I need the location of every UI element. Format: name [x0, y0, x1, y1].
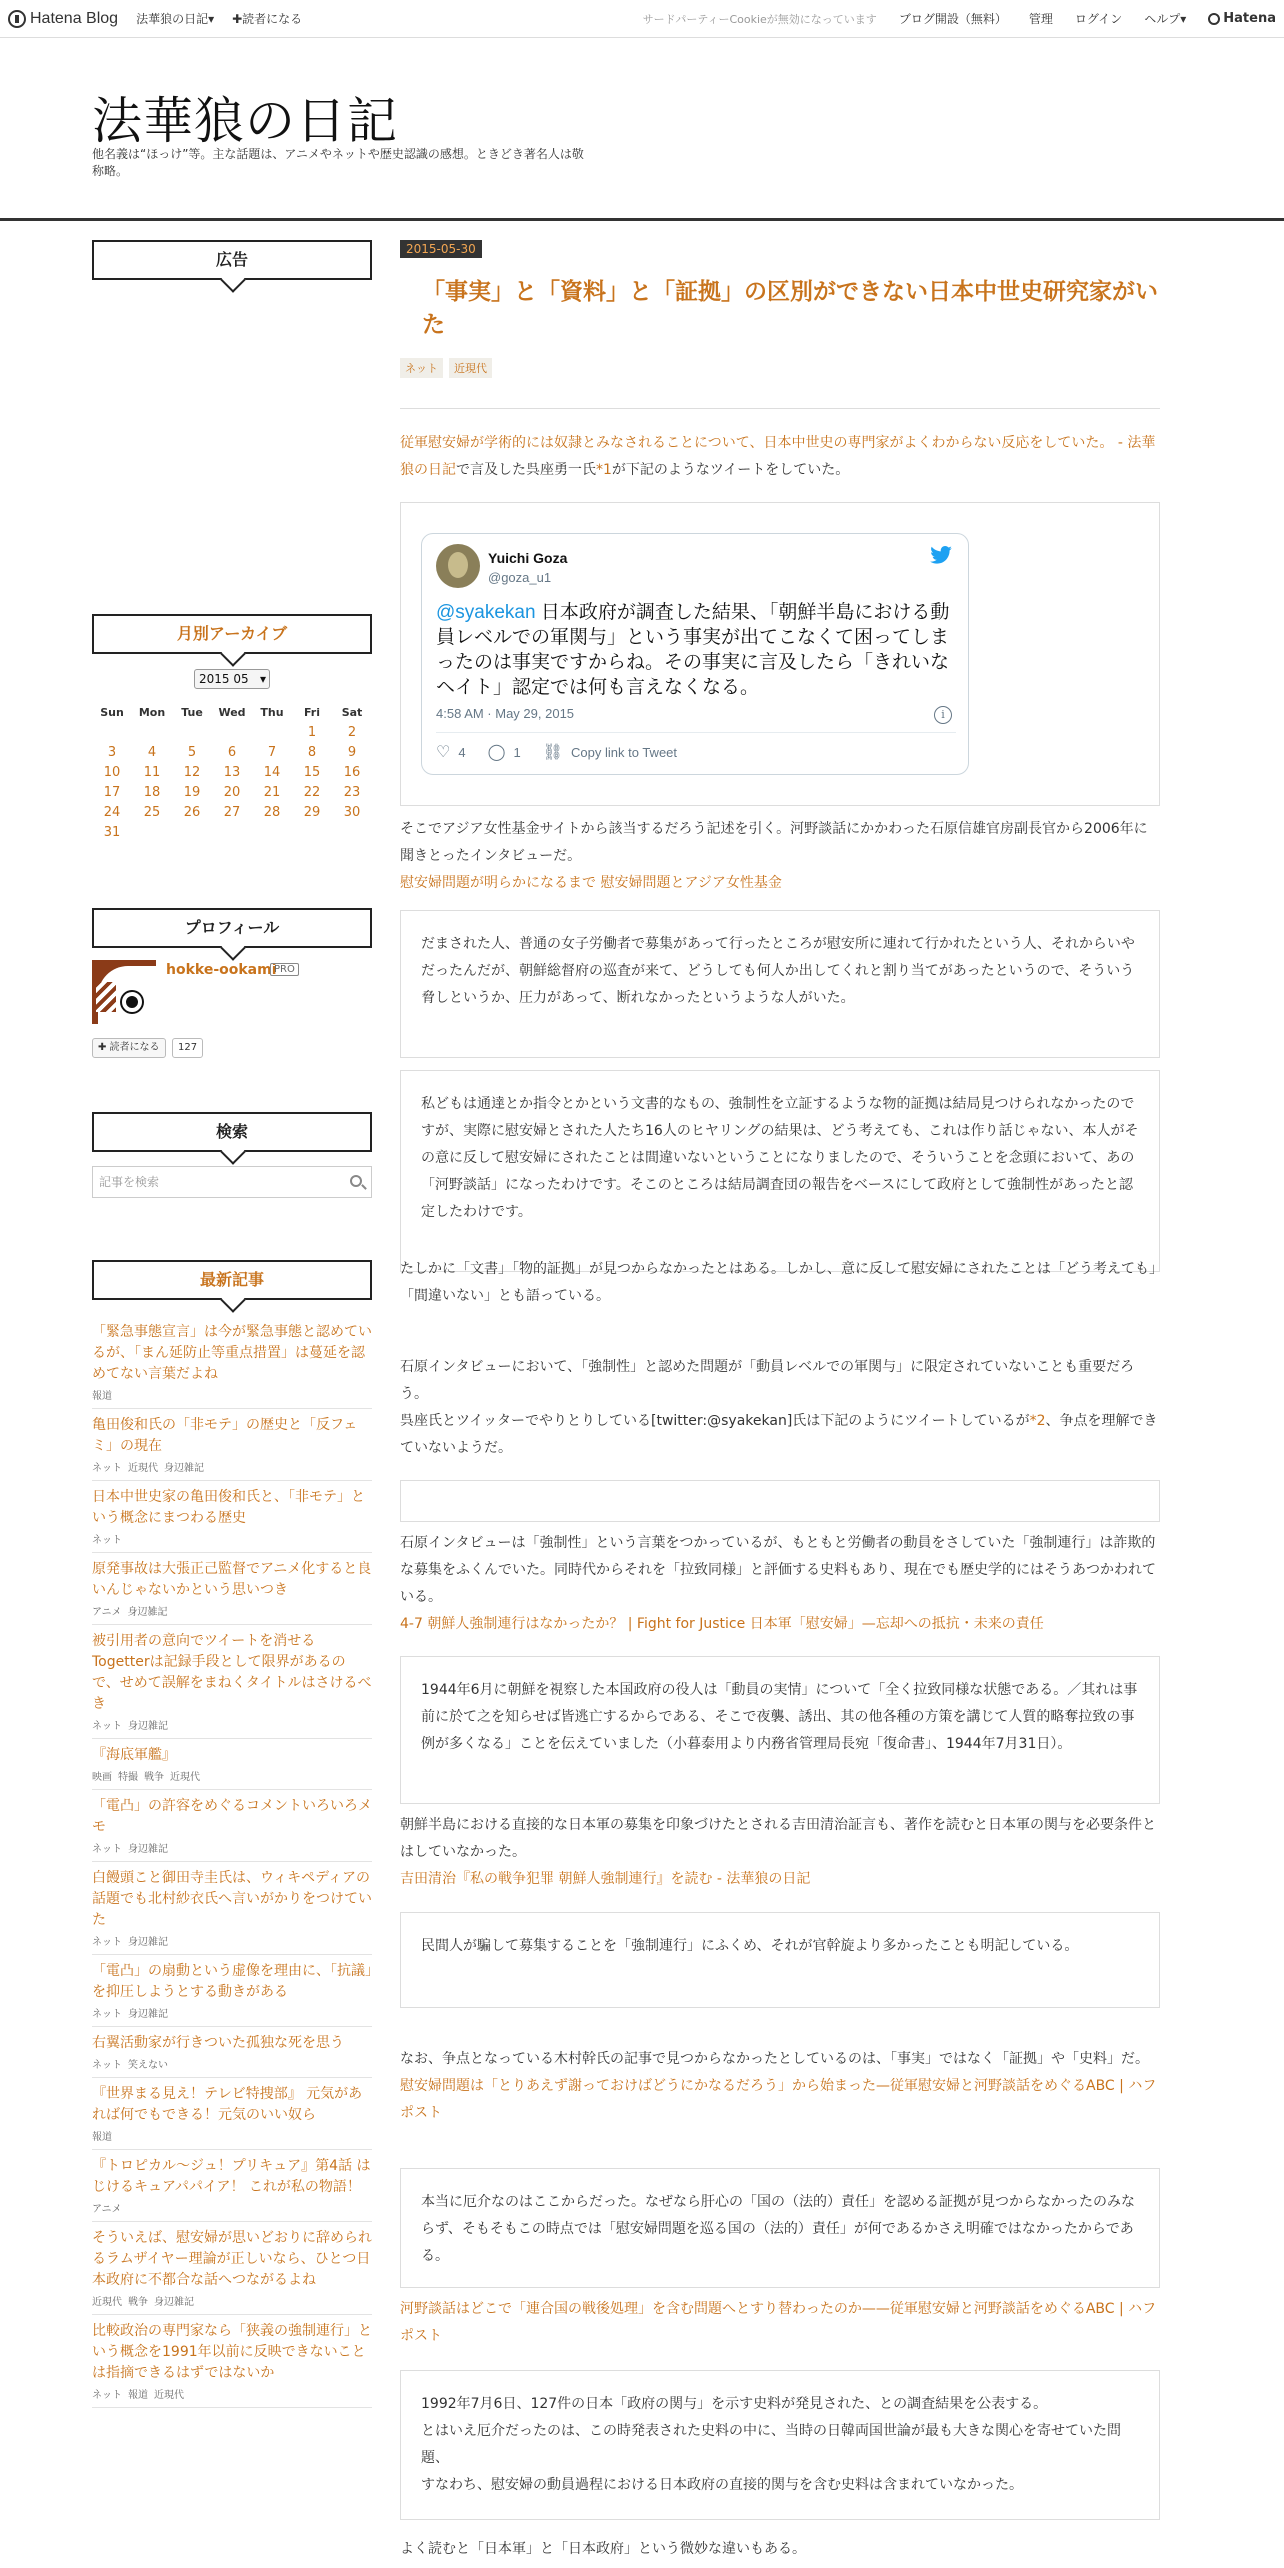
recent-item-title[interactable]: 『世界まる見え！テレビ特捜部』 元気があれば何でもできる！元気のいい奴ら: [92, 2086, 363, 2123]
calendar-day[interactable]: 4: [147, 744, 157, 760]
recent-item-tag[interactable]: ネット: [92, 2009, 122, 2020]
recent-item-tag[interactable]: 身辺雑記: [128, 1937, 168, 1948]
calendar-day[interactable]: 16: [343, 764, 361, 780]
search-module: [92, 1112, 372, 1189]
recent-item-title[interactable]: 『トロピカル～ジュ！プリキュア』第4話 はじけるキュアパパイア！ これが私の物語！: [92, 2158, 371, 2195]
cookie-notice[interactable]: サードパーティーCookieが無効になっています: [642, 12, 877, 26]
recent-item: [92, 2222, 372, 2315]
hatena-blog-logo[interactable]: Hatena Blog: [8, 10, 118, 28]
calendar-weekday: Fri: [303, 705, 320, 719]
calendar-day: [132, 722, 172, 742]
calendar-day: [212, 722, 252, 742]
hatena-logo-icon: [8, 10, 26, 28]
tweet-author-name[interactable]: Yuichi Goza: [488, 550, 568, 566]
calendar-day: [172, 822, 212, 842]
calendar-day[interactable]: 25: [143, 804, 161, 820]
calendar-day: [212, 822, 252, 842]
ad-title: 広告: [92, 240, 372, 280]
calendar-weekday: Sat: [341, 705, 363, 719]
link-huffpost-1[interactable]: 慰安婦問題は「とりあえず謝っておけばどうにかなるだろう」から始まった—従軍慰安婦と河野談話をめぐるABC | ハフポスト: [400, 2078, 1157, 2121]
hatena-link[interactable]: Hatena: [1208, 11, 1276, 26]
entry-date[interactable]: 2015-05-30: [400, 240, 482, 258]
blog-title[interactable]: 法華狼の日記: [92, 92, 398, 150]
paragraph-2: そこでアジア女性基金サイトから該当するだろう記述を引く。河野談話にかかわった石原信雄官房副長官から2006年に聞きとったインタビューだ。 慰安婦問題が明らかになるまで 慰安婦問題とアジア女性基金: [400, 821, 1148, 891]
blockquote-3: 1944年6月に朝鮮を視察した本国政府の役人は「動員の実情」について「全く拉致同様な状態である。／其れは事前に於て之を知らせば皆逃亡するからである、そこで夜襲、誘出、其の他各種の方策を講じて人質的略奪拉致の事例が多くなる」ことを伝えていました（小暮泰用より内務省管理局長宛「復命書」、1944年7月31日）。: [400, 1656, 1160, 1804]
recent-item-tags: [92, 1840, 372, 1855]
recent-item: [92, 2315, 372, 2408]
recent-item-tag[interactable]: ネット: [92, 1937, 122, 1948]
recent-item-title[interactable]: 「緊急事態宣言」は今が緊急事態と認めているが、「まん延防止等重点措置」は蔓延を認めてない言葉だよね: [92, 1324, 372, 1382]
help-menu[interactable]: ヘルプ▾: [1144, 12, 1187, 26]
recent-item-tags: [92, 2128, 372, 2143]
recent-item-tag[interactable]: ネット: [92, 1844, 122, 1855]
recent-item-tag[interactable]: ネット: [92, 1721, 122, 1732]
recent-item-title[interactable]: 「電凸」の許容をめぐるコメントいろいろメモ: [92, 1798, 372, 1835]
profile-reader-button[interactable]: ✚ 読者になる: [92, 1038, 166, 1058]
recent-item-title[interactable]: 「電凸」の扇動という虚像を理由に、「抗議」を抑圧しようとする動きがある: [92, 1963, 372, 2000]
recent-item: [92, 1790, 372, 1862]
tweet-timestamp[interactable]: 4:58 AM · May 29, 2015: [436, 706, 575, 721]
calendar-day[interactable]: 14: [263, 764, 281, 780]
tweet-card[interactable]: [421, 533, 969, 775]
recent-item: [92, 1409, 372, 1481]
entry-category[interactable]: 近現代: [449, 358, 492, 378]
login-link[interactable]: ログイン: [1074, 12, 1123, 26]
recent-item-title[interactable]: そういえば、慰安婦が思いどおりに辞められるラムザイヤー理論が正しいなら、ひとつ日本政府に不都合な話へつながるよね: [92, 2230, 372, 2288]
recent-item-tags: [92, 1387, 372, 1402]
recent-item: [92, 1316, 372, 1409]
paragraph-4: 石原インタビューにおいて、「強制性」と認めた問題が「動員レベルでの軍関与」に限定されていないことも重要だろう。 呉座氏とツイッターでやりとりしている[twitter:@syakekan]氏は下記のようにツイートしているが*2、争点を理解できていないようだ。: [400, 1359, 1158, 1456]
paragraph-1: 従軍慰安婦が学術的には奴隷とみなされることについて、日本中世史の専門家がよくわからない反応をしていた。 - 法華狼の日記で言及した呉座勇一氏*1が下記のようなツイートをしていた。: [400, 435, 1156, 478]
reader-count[interactable]: 127: [172, 1038, 203, 1058]
entry-title[interactable]: 「事実」と「資料」と「証拠」の区別ができない日本中世史研究家がいた: [422, 279, 1158, 338]
recent-item-tag[interactable]: 戦争: [128, 2297, 148, 2308]
recent-item-tag[interactable]: 身辺雑記: [128, 1844, 168, 1855]
top-reader-button[interactable]: ✚読者になる: [232, 12, 303, 26]
recent-item: [92, 2150, 372, 2222]
calendar-day[interactable]: 10: [103, 764, 121, 780]
recent-item-title[interactable]: 比較政治の専門家なら「狭義の強制連行」という概念を1991年以前に反映できないことは指摘できるはずではないか: [92, 2323, 372, 2381]
blockquote-5: 本当に厄介なのはここからだった。なぜなら肝心の「国の（法的）責任」を認める証拠が見つからなかったのみならず、そもそもこの時点では「慰安婦問題を巡る国の（法的）責任」が何であるかさえ明確ではなかったからである。: [400, 2168, 1160, 2288]
recent-item-tags: [92, 1717, 372, 1732]
recent-list: [92, 1316, 372, 2408]
recent-item-tag[interactable]: 報道: [92, 2132, 112, 2143]
blockquote-1: だまされた人、普通の女子労働者で募集があって行ったところが慰安所に連れて行かれたという人、それからいやだったんだが、朝鮮総督府の巡査が来て、どうしても何人か出してくれと割り当てがあったというので、そういう脅しというか、圧力があって、断れなかったというような人がいた。: [400, 910, 1160, 1058]
recent-item-tags: [92, 1933, 372, 1948]
twitter-bird-icon[interactable]: [930, 546, 952, 564]
calendar-day: [252, 822, 292, 842]
paragraph-6: 石原インタビューは「強制性」という言葉をつかっているが、もともと労働者の動員をさしていた「強制連行」は詐欺的な募集をふくんでいた。同時代からそれを「拉致同様」と評価する史料もあり、現在でも歴史学的にはそうあつかわれている。 4-7 朝鮮人強制連行はなかったか？ | Fight for Justice 日本軍「慰安婦」—忘却への抵抗・未来の責任: [400, 1535, 1156, 1632]
calendar-day[interactable]: 19: [183, 784, 201, 800]
link-previous-entry[interactable]: 従軍慰安婦が学術的には奴隷とみなされることについて、日本中世史の専門家がよくわからない反応をしていた。 - 法華狼の日記: [400, 435, 1156, 478]
blog-header: [0, 39, 1284, 221]
link-icon: ⛓: [542, 744, 564, 761]
calendar-day[interactable]: 7: [267, 744, 277, 760]
recent-item: [92, 1553, 372, 1625]
recent-item-title[interactable]: 亀田俊和氏の「非モテ」の歴史と「反フェミ」の現在: [92, 1417, 358, 1454]
entry-categories: [400, 358, 498, 378]
admin-link[interactable]: 管理: [1028, 12, 1053, 26]
recent-item-tag[interactable]: 身辺雑記: [164, 1463, 204, 1474]
calendar-day: [92, 722, 132, 742]
open-blog-link[interactable]: ブログ開設（無料）: [898, 12, 1007, 26]
recent-item: [92, 2078, 372, 2150]
recent-item-tag[interactable]: 報道: [92, 1391, 112, 1402]
archive-title[interactable]: 月別アーカイブ: [92, 614, 372, 654]
calendar-day[interactable]: 30: [343, 804, 361, 820]
calendar-day[interactable]: 31: [103, 824, 121, 840]
recent-item: [92, 1955, 372, 2027]
calendar-day: [332, 822, 372, 842]
recent-item-tag[interactable]: 報道: [128, 2390, 148, 2401]
blockquote-2: 私どもは通達とか指令とかという文書的なもの、強制性を立証するような物的証拠は結局見つけられなかったのですが、実際に慰安婦とされた人たち16人のヒヤリングの結果は、どう考えても、これは作り話じゃない、本人がその意に反して慰安婦にされたことは間違いないということになりましたので、そういうことを念頭において、あの「河野談話」になったわけです。そこのところは結局調査団の報告をベースにして政府として強制性があったと認定したわけです。: [400, 1070, 1160, 1272]
calendar-day[interactable]: 21: [263, 784, 281, 800]
recent-item-tag[interactable]: ネット: [92, 2390, 122, 2401]
calendar-day: [132, 822, 172, 842]
tweet-divider: [436, 732, 956, 733]
recent-item-title[interactable]: 被引用者の意向でツイートを消せるTogetterは記録手段として限界があるので、せめて誤解をまねくタイトルはさけるべき: [92, 1633, 372, 1712]
link-yoshida[interactable]: 吉田清治『私の戦争犯罪 朝鮮人強制連行』を読む - 法華狼の日記: [400, 1871, 811, 1887]
recent-item-tag[interactable]: ネット: [92, 2060, 122, 2071]
recent-item-tag[interactable]: 近現代: [92, 2297, 122, 2308]
calendar-day[interactable]: 23: [343, 784, 361, 800]
tweet-mention[interactable]: @syakekan: [436, 602, 536, 623]
recent-item-tags: [92, 2293, 372, 2308]
footnote-2[interactable]: *2: [1029, 1413, 1046, 1429]
recent-item-title[interactable]: 『海底軍艦』: [92, 1747, 176, 1763]
recent-item-tag[interactable]: 身辺雑記: [154, 2297, 194, 2308]
ad-module: [92, 240, 372, 280]
calendar-day[interactable]: 1: [307, 724, 317, 740]
tweet-copy-link-button[interactable]: ⛓ Copy link to Tweet: [542, 744, 678, 761]
footnote-1[interactable]: *1: [596, 462, 612, 478]
paragraph-9: [400, 2296, 1160, 2350]
calendar-day[interactable]: 6: [227, 744, 237, 760]
reply-icon: ◯: [487, 744, 506, 761]
recent-item-title[interactable]: 右翼活動家が行きついた孤独な死を思う: [92, 2035, 344, 2051]
calendar-day[interactable]: 27: [223, 804, 241, 820]
blockquote-6: 1992年7月6日、127件の日本「政府の関与」を示す史料が発見された、との調査結果を公表する。 とはいえ厄介だったのは、この時発表された史料の中に、当時の日韓両国世論が最も大きな関心を寄せていた問題、 すなわち、慰安婦の動員過程における日本政府の直接的関与を含む史料は含まれていなかった。: [400, 2370, 1160, 2520]
recent-item-tag[interactable]: 特撮: [118, 1772, 138, 1783]
recent-item-tags: [92, 2386, 372, 2401]
empty-embed-box: [400, 1480, 1160, 1522]
profile-name-link[interactable]: hokke-ookami: [166, 962, 277, 978]
tweet-author-handle[interactable]: @goza_u1: [488, 570, 552, 585]
recent-item-tags: [92, 2200, 372, 2215]
calendar-day[interactable]: 28: [263, 804, 281, 820]
avatar-teeth: [96, 982, 116, 1012]
pro-badge[interactable]: PRO: [270, 963, 299, 976]
entry-category[interactable]: ネット: [400, 358, 443, 378]
profile-avatar[interactable]: [92, 960, 156, 1024]
recent-item-tag[interactable]: 近現代: [154, 2390, 184, 2401]
tweet-like-button[interactable]: ♡ 4: [436, 744, 466, 761]
search-title: 検索: [92, 1112, 372, 1152]
calendar-day: [172, 722, 212, 742]
calendar-day[interactable]: 29: [303, 804, 321, 820]
calendar-day[interactable]: 22: [303, 784, 321, 800]
title-divider: [400, 408, 1160, 409]
calendar-day[interactable]: 15: [303, 764, 321, 780]
tweet-actions: [436, 742, 699, 762]
recent-item-tags: [92, 1459, 372, 1474]
tweet-avatar[interactable]: [436, 544, 480, 588]
calendar-day[interactable]: 5: [187, 744, 197, 760]
recent-item-tag[interactable]: 身辺雑記: [127, 1607, 168, 1618]
recent-item: [92, 2027, 372, 2078]
recent-item-tag[interactable]: 近現代: [170, 1772, 200, 1783]
recent-item-tag[interactable]: 近現代: [128, 1463, 158, 1474]
recent-item-tag[interactable]: 戦争: [144, 1772, 164, 1783]
tweet-reply-button[interactable]: ◯ 1: [487, 744, 521, 761]
profile-title: プロフィール: [92, 908, 372, 948]
tweet-info-icon[interactable]: i: [934, 706, 952, 724]
paragraph-7: 朝鮮半島における直接的な日本軍の募集を印象づけたとされる吉田清治証言も、著作を読むと日本軍の関与を必要条件とはしていなかった。 吉田清治『私の戦争犯罪 朝鮮人強制連行』を読む - 法華狼の日記: [400, 1817, 1156, 1887]
blockquote-4: 民間人が騙して募集することを「強制連行」にふくめ、それが官幹旋より多かったことも明記している。: [400, 1912, 1160, 2008]
recent-item-tag[interactable]: 笑えない: [128, 2060, 168, 2071]
recent-item-tags: [92, 1531, 372, 1546]
search-icon[interactable]: [350, 1175, 362, 1187]
search-input[interactable]: 記事を検索: [92, 1166, 372, 1198]
hatena-topbar: [0, 0, 1284, 38]
calendar-day[interactable]: 17: [103, 784, 121, 800]
calendar-day[interactable]: 24: [103, 804, 121, 820]
calendar-day: [292, 822, 332, 842]
recent-item-title[interactable]: 原発事故は大張正己監督でアニメ化すると良いんじゃないかという思いつき: [92, 1561, 372, 1598]
profile-module: [92, 908, 372, 1053]
paragraph-10: よく読むと「日本軍」と「日本政府」という微妙な違いもある。: [400, 2541, 806, 2557]
calendar-weekday: Tue: [181, 705, 203, 719]
recent-item-tag[interactable]: 映画: [92, 1772, 112, 1783]
archive-module: [92, 614, 372, 840]
calendar-weekday: Thu: [260, 705, 284, 719]
recent-item: [92, 1625, 372, 1739]
blog-description: 他名義は“ほっけ”等。主な話題は、アニメやネットや歴史認識の感想。ときどき著名人は敬称略。: [92, 147, 584, 178]
calendar-day[interactable]: 18: [143, 784, 161, 800]
recent-item-tag[interactable]: アニメ: [92, 1607, 122, 1618]
recent-item-tags: [92, 2005, 372, 2020]
recent-item: [92, 1862, 372, 1955]
calendar-day: [252, 722, 292, 742]
archive-month-select[interactable]: 2015 05 ▾: [194, 669, 270, 689]
calendar-day[interactable]: 13: [223, 764, 241, 780]
recent-item-title[interactable]: 白饅頭こと御田寺圭氏は、ウィキペディアの話題でも北村紗衣氏へ言いがかりをつけていた: [92, 1870, 372, 1928]
recent-item-tag[interactable]: 身辺雑記: [128, 1721, 168, 1732]
recent-item: [92, 1739, 372, 1790]
recent-item-tag[interactable]: ネット: [92, 1463, 122, 1474]
recent-item-tag[interactable]: アニメ: [92, 2204, 122, 2215]
heart-icon: ♡: [436, 744, 451, 761]
recent-item-tags: [92, 1603, 372, 1618]
calendar-weekday: Mon: [138, 705, 166, 719]
recent-item-tag[interactable]: 身辺雑記: [128, 2009, 168, 2020]
recent-item-tag[interactable]: ネット: [92, 1535, 122, 1546]
avatar-eye: [122, 992, 142, 1012]
calendar-day[interactable]: 26: [183, 804, 201, 820]
paragraph-8: なお、争点となっている木村幹氏の記事で見つからなかったとしているのは、「事実」ではなく「証拠」や「史料」だ。 慰安婦問題は「とりあえず謝っておけばどうにかなるだろう」から始まった—従軍慰安婦と河野談話をめぐるABC | ハフポスト: [400, 2051, 1157, 2121]
calendar-day[interactable]: 2: [347, 724, 357, 740]
recent-item-title[interactable]: 日本中世史家の亀田俊和氏と、「非モテ」という概念にまつわる歴史: [92, 1489, 365, 1526]
calendar-day[interactable]: 8: [307, 744, 317, 760]
recent-module: [92, 1260, 372, 2401]
recent-title: 最新記事: [92, 1260, 372, 1300]
calendar-day[interactable]: 9: [347, 744, 357, 760]
calendar-day[interactable]: 12: [183, 764, 201, 780]
recent-item-tags: [92, 1768, 372, 1783]
link-huffpost-2[interactable]: 河野談話はどこで「連合国の戦後処理」を含む問題へとすり替わったのか——従軍慰安婦と河野談話をめぐるABC | ハフポスト: [400, 2301, 1157, 2344]
calendar-day[interactable]: 20: [223, 784, 241, 800]
archive-calendar: [92, 702, 372, 842]
tweet-text: @syakekan 日本政府が調査した結果、「朝鮮半島における動員レベルでの軍関与」という事実が出てこなくて困ってしまったのは事実ですからね。その事実に言及したら「きれいなヘイト」認定では何も言えなくなる。: [436, 602, 950, 698]
link-fight-for-justice[interactable]: 4-7 朝鮮人強制連行はなかったか？ | Fight for Justice 日本軍「慰安婦」—忘却への抵抗・未来の責任: [400, 1616, 1044, 1632]
recent-item: [92, 1481, 372, 1553]
tweet-embed-frame: [400, 502, 1160, 806]
calendar-day[interactable]: 3: [107, 744, 117, 760]
hatena-icon: [1208, 13, 1220, 25]
recent-item-tags: [92, 2056, 372, 2071]
link-awf[interactable]: 慰安婦問題が明らかになるまで 慰安婦問題とアジア女性基金: [400, 875, 782, 891]
diary-menu[interactable]: 法華狼の日記▾: [136, 12, 215, 26]
calendar-day[interactable]: 11: [143, 764, 161, 780]
calendar-weekday: Wed: [218, 705, 246, 719]
calendar-weekday: Sun: [100, 705, 124, 719]
paragraph-3: たしかに「文書」「物的証拠」が見つからなかったとはある。しかし、意に反して慰安婦にされたことは「どう考えても」「間違いない」とも語っている。: [400, 1261, 1156, 1304]
